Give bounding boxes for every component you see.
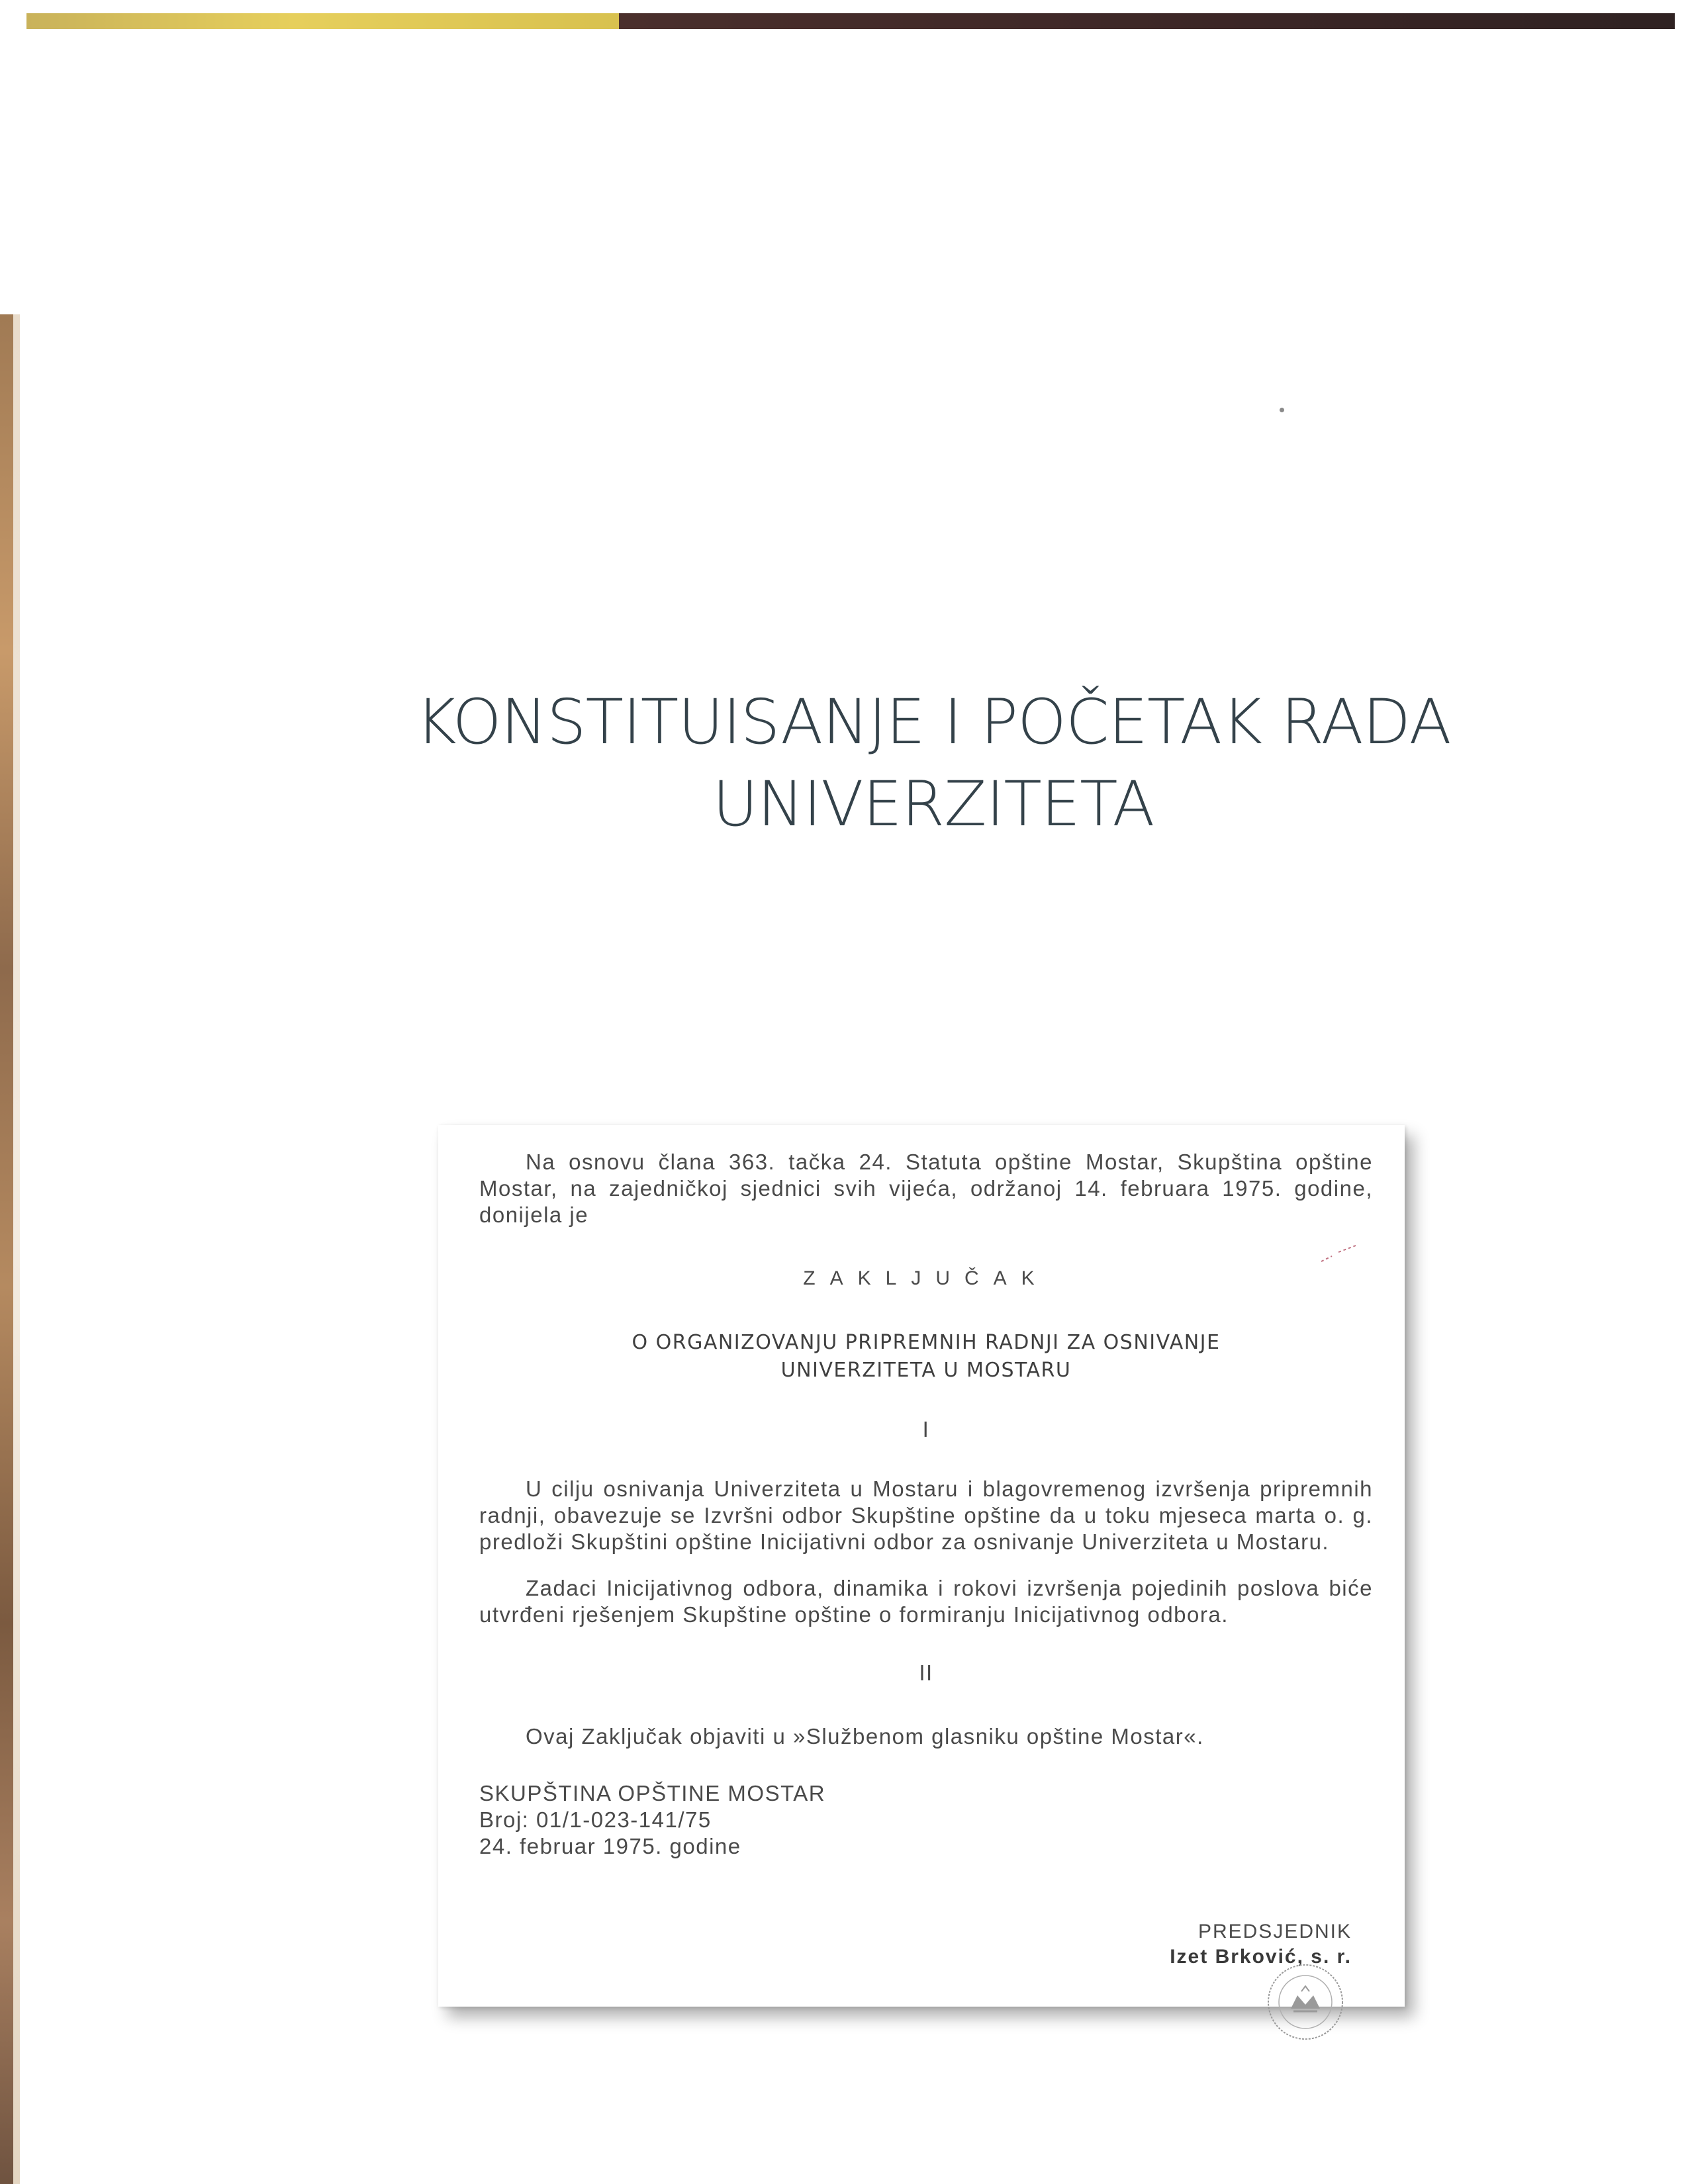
page-title-line-2: UNIVERZITETA bbox=[712, 768, 1154, 841]
document-subtitle-line-1: O ORGANIZOVANJU PRIPREMNIH RADNJI ZA OSNIVANJE bbox=[632, 1331, 1221, 1354]
signature-title: PREDSJEDNIK bbox=[1197, 1921, 1352, 1942]
top-band-dark-segment bbox=[619, 13, 1675, 29]
left-edge-highlight bbox=[13, 314, 20, 2184]
issuer-name: SKUPŠTINA OPŠTINE MOSTAR bbox=[479, 1781, 826, 1805]
section-numeral-1: I bbox=[922, 1417, 930, 1441]
document-title: ZAKLJUČAK bbox=[803, 1267, 1049, 1289]
top-band-gold-segment bbox=[26, 13, 619, 29]
document-date: 24. februar 1975. godine bbox=[479, 1834, 741, 1858]
section-2-paragraph: Ovaj Zaključak objaviti u »Službenom glasniku opštine Mostar«. bbox=[526, 1724, 1204, 1749]
signature-name: Izet Brković, s. r. bbox=[1170, 1946, 1352, 1968]
document-preamble: Na osnovu člana 363. tačka 24. Statuta opštine Mostar, Skupština opštine Mostar, na zajedničkoj sjednici svih vijeća, održanoj 14. februara 1975. godine, donijela je bbox=[479, 1150, 1373, 1227]
official-stamp-seal bbox=[1266, 1962, 1345, 2042]
section-1-paragraph-1: U cilju osnivanja Univerziteta u Mostaru i blagovremenog izvršenja pripremnih radnji, obavezuje se Izvršni odbor Skupštine opštine da u toku mjeseca marta o. g. predloži Skupštini opštine Inicijativni odbor za osnivanje Univerziteta u Mostaru. bbox=[479, 1477, 1373, 1554]
section-numeral-2: II bbox=[919, 1661, 933, 1685]
document-body bbox=[479, 1149, 1373, 1860]
document-number: Broj: 01/1-023-141/75 bbox=[479, 1807, 712, 1832]
page-title bbox=[199, 682, 1668, 846]
page-title-line-1: KONSTITUISANJE I POČETAK RADA bbox=[416, 686, 1451, 758]
section-1-paragraph-2: Zadaci Inicijativnog odbora, dinamika i rokovi izvršenja pojedinih poslova biće utvrđeni rješenjem Skupštine opštine o formiranju Inicijativnog odbora. bbox=[479, 1576, 1373, 1627]
left-wood-edge bbox=[0, 314, 13, 2184]
document-subtitle-line-2: UNIVERZITETA U MOSTARU bbox=[780, 1359, 1072, 1382]
document-subtitle bbox=[479, 1329, 1373, 1385]
scan-speck bbox=[1280, 408, 1284, 412]
issuer-block bbox=[479, 1780, 1373, 1860]
scanned-document bbox=[438, 1125, 1405, 2007]
top-decorative-band bbox=[26, 13, 1675, 29]
